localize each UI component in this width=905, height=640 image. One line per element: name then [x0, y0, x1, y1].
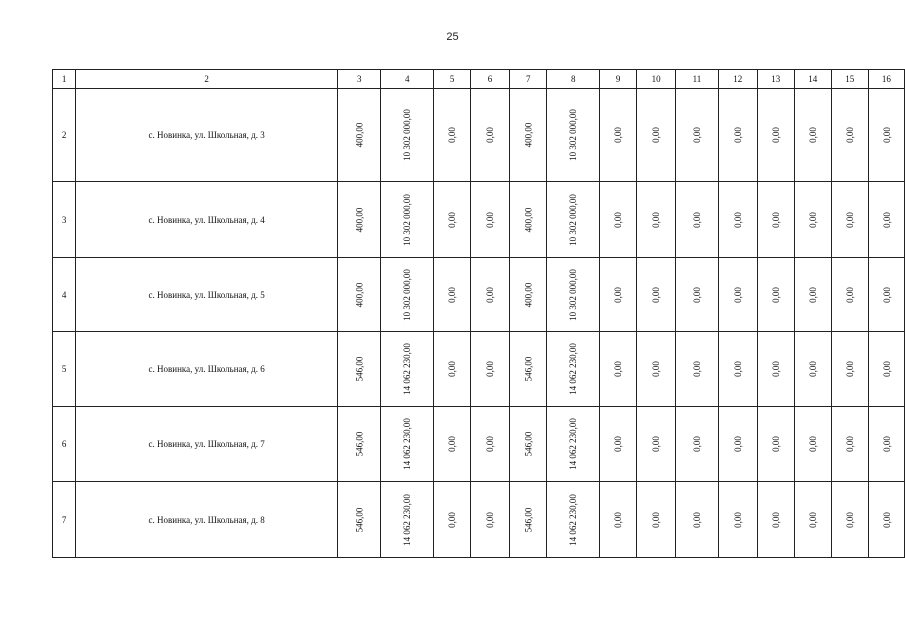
table-row	[53, 482, 905, 558]
value-cell: 546,00	[354, 431, 365, 457]
value-cell: 0,00	[691, 127, 702, 143]
value-cell: 0,00	[447, 361, 458, 377]
value-cell: 400,00	[354, 207, 365, 232]
column-header: 2	[76, 70, 338, 89]
value-cell: 0,00	[485, 361, 496, 377]
value-cell: 0,00	[881, 286, 892, 303]
value-cell: 0,00	[770, 211, 781, 228]
value-cell: 14 062 230,00	[568, 343, 579, 395]
table-row	[53, 332, 905, 407]
value-cell: 0,00	[447, 436, 458, 452]
row-number: 2	[53, 89, 76, 182]
column-header: 13	[757, 70, 794, 89]
value-cell: 14 062 230,00	[568, 418, 579, 470]
value-cell: 0,00	[613, 436, 624, 452]
row-number: 6	[53, 407, 76, 482]
value-cell: 0,00	[881, 361, 892, 377]
column-header: 6	[471, 70, 510, 89]
page-number: 25	[446, 31, 459, 43]
value-cell: 400,00	[354, 122, 365, 148]
column-header: 3	[338, 70, 381, 89]
value-cell: 10 302 000,00	[568, 193, 579, 246]
value-cell: 0,00	[651, 511, 662, 528]
value-cell: 14 062 230,00	[402, 343, 413, 395]
value-cell: 0,00	[732, 436, 743, 452]
table-row	[53, 182, 905, 258]
column-header: 8	[547, 70, 600, 89]
address-cell: с. Новинка, ул. Школьная, д. 5	[76, 258, 338, 332]
value-cell: 10 302 000,00	[402, 109, 413, 161]
value-cell: 400,00	[354, 282, 365, 307]
value-cell: 10 302 000,00	[402, 268, 413, 321]
value-cell: 0,00	[485, 286, 496, 303]
value-cell: 0,00	[691, 286, 702, 303]
value-cell: 0,00	[770, 511, 781, 528]
value-cell: 0,00	[881, 511, 892, 528]
column-header: 12	[718, 70, 757, 89]
value-cell: 400,00	[523, 122, 534, 148]
value-cell: 0,00	[770, 127, 781, 143]
value-cell: 0,00	[613, 286, 624, 303]
value-cell: 0,00	[651, 286, 662, 303]
column-header: 11	[676, 70, 719, 89]
row-number: 3	[53, 182, 76, 258]
value-cell: 0,00	[691, 511, 702, 528]
row-number: 7	[53, 482, 76, 558]
value-cell: 0,00	[807, 436, 818, 452]
value-cell: 0,00	[651, 361, 662, 377]
column-header: 15	[831, 70, 868, 89]
value-cell: 0,00	[613, 127, 624, 143]
value-cell: 0,00	[807, 286, 818, 303]
value-cell: 0,00	[613, 211, 624, 228]
value-cell: 0,00	[807, 127, 818, 143]
value-cell: 0,00	[844, 127, 855, 143]
table-row	[53, 89, 905, 182]
value-cell: 0,00	[807, 211, 818, 228]
value-cell: 0,00	[881, 436, 892, 452]
row-number: 4	[53, 258, 76, 332]
table-row	[53, 258, 905, 332]
value-cell: 0,00	[770, 361, 781, 377]
column-header: 14	[794, 70, 831, 89]
column-header: 16	[868, 70, 904, 89]
value-cell: 0,00	[844, 211, 855, 228]
value-cell: 0,00	[732, 211, 743, 228]
value-cell: 546,00	[523, 356, 534, 382]
value-cell: 10 302 000,00	[568, 109, 579, 161]
column-header: 9	[600, 70, 637, 89]
value-cell: 0,00	[651, 436, 662, 452]
value-cell: 14 062 230,00	[402, 493, 413, 546]
value-cell: 0,00	[844, 361, 855, 377]
value-cell: 0,00	[844, 436, 855, 452]
column-header: 4	[381, 70, 434, 89]
value-cell: 10 302 000,00	[402, 193, 413, 246]
table-row	[53, 407, 905, 482]
value-cell: 0,00	[881, 211, 892, 228]
address-cell: с. Новинка, ул. Школьная, д. 8	[76, 482, 338, 558]
value-cell: 0,00	[732, 361, 743, 377]
value-cell: 14 062 230,00	[568, 493, 579, 546]
value-cell: 546,00	[354, 507, 365, 532]
value-cell: 0,00	[613, 511, 624, 528]
value-cell: 0,00	[770, 436, 781, 452]
address-cell: с. Новинка, ул. Школьная, д. 7	[76, 407, 338, 482]
value-cell: 0,00	[770, 286, 781, 303]
value-cell: 0,00	[485, 511, 496, 528]
value-cell: 0,00	[613, 361, 624, 377]
value-cell: 10 302 000,00	[568, 268, 579, 321]
data-table	[52, 69, 905, 558]
value-cell: 0,00	[447, 127, 458, 143]
value-cell: 0,00	[807, 361, 818, 377]
header-row	[53, 70, 905, 89]
value-cell: 0,00	[881, 127, 892, 143]
column-header: 1	[53, 70, 76, 89]
value-cell: 546,00	[523, 507, 534, 532]
column-header: 10	[637, 70, 676, 89]
value-cell: 0,00	[691, 211, 702, 228]
value-cell: 0,00	[447, 511, 458, 528]
value-cell: 400,00	[523, 282, 534, 307]
value-cell: 14 062 230,00	[402, 418, 413, 470]
value-cell: 0,00	[691, 436, 702, 452]
value-cell: 0,00	[691, 361, 702, 377]
value-cell: 0,00	[485, 436, 496, 452]
value-cell: 0,00	[844, 286, 855, 303]
value-cell: 0,00	[485, 127, 496, 143]
value-cell: 0,00	[844, 511, 855, 528]
address-cell: с. Новинка, ул. Школьная, д. 3	[76, 89, 338, 182]
value-cell: 0,00	[651, 127, 662, 143]
row-number: 5	[53, 332, 76, 407]
value-cell: 546,00	[523, 431, 534, 457]
value-cell: 0,00	[807, 511, 818, 528]
value-cell: 546,00	[354, 356, 365, 382]
column-header: 5	[434, 70, 471, 89]
value-cell: 0,00	[651, 211, 662, 228]
value-cell: 0,00	[732, 286, 743, 303]
value-cell: 0,00	[732, 511, 743, 528]
address-cell: с. Новинка, ул. Школьная, д. 6	[76, 332, 338, 407]
value-cell: 400,00	[523, 207, 534, 232]
value-cell: 0,00	[447, 286, 458, 303]
value-cell: 0,00	[485, 211, 496, 228]
column-header: 7	[510, 70, 547, 89]
value-cell: 0,00	[447, 211, 458, 228]
value-cell: 0,00	[732, 127, 743, 143]
address-cell: с. Новинка, ул. Школьная, д. 4	[76, 182, 338, 258]
